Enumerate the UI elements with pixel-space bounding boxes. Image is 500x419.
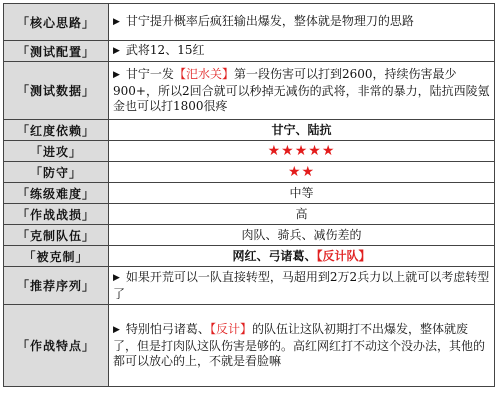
- core-idea-text: 甘宁提升概率后疯狂输出爆发，整体就是物理刀的思路: [125, 13, 414, 28]
- highlight-sishuiguan: 【汜水关】: [173, 67, 234, 81]
- value-counters: 肉队、骑兵、减伤差的: [109, 225, 495, 246]
- attack-stars: ★★★★★: [267, 142, 336, 159]
- value-test-data: [109, 62, 495, 120]
- battle-features-text-a: 特别怕弓诸葛、: [125, 322, 210, 336]
- value-red-dependency: 甘宁、陆抗: [109, 120, 495, 141]
- label-counters: 「克制队伍」: [4, 225, 109, 246]
- value-attack: [109, 141, 495, 162]
- label-recommended-order: 「推荐序列」: [4, 267, 109, 305]
- highlight-fanji: 【反计】: [209, 322, 252, 336]
- recommended-order-text: 如果开荒可以一队直接转型，马超用到2万2兵力以上就可以考虑转型了: [113, 269, 490, 301]
- label-leveling-difficulty: 「练级难度」: [4, 183, 109, 204]
- test-data-text-a: 甘宁一发: [125, 67, 174, 81]
- value-battle-loss: 高: [109, 204, 495, 225]
- triangle-bullet-icon: ▶: [113, 70, 120, 80]
- value-battle-features: [109, 305, 495, 387]
- triangle-bullet-icon: ▶: [113, 45, 120, 56]
- test-data-text-b: 第一段伤害可以打到2600，持续伤害最少900+，所以2回合就可以秒掉无减伤的武将，非常的暴力，陆抗西陵氪金也可以打1800很疼: [113, 67, 490, 113]
- label-battle-features: 「作战特点」: [4, 305, 109, 387]
- countered-by-text: 网红、弓诸葛、: [232, 248, 317, 263]
- battle-features-text-b: 的队伍让这队初期打不出爆发，整体就废了，但是打肉队这队伤害是够的。高红网红打不动这个没办法，其他的都可以放心的上，不就是看脸嘛: [113, 322, 486, 368]
- row-battle-loss: [4, 204, 495, 225]
- value-leveling-difficulty: 中等: [109, 183, 495, 204]
- row-defense: [4, 162, 495, 183]
- label-attack: 「进攻」: [4, 141, 109, 162]
- test-config-text: 武将12、15红: [125, 42, 205, 57]
- row-battle-features: [4, 305, 495, 387]
- label-defense: 「防守」: [4, 162, 109, 183]
- highlight-fanji-team: 【反计队】: [316, 248, 371, 263]
- label-red-dependency: 「红度依赖」: [4, 120, 109, 141]
- row-test-config: [4, 41, 495, 62]
- row-core-idea: [4, 4, 495, 41]
- label-test-data: 「测试数据」: [4, 62, 109, 120]
- value-defense: [109, 162, 495, 183]
- row-recommended-order: [4, 267, 495, 305]
- row-red-dependency: [4, 120, 495, 141]
- triangle-bullet-icon: ▶: [113, 16, 120, 27]
- value-countered-by: [109, 246, 495, 267]
- value-test-config: [109, 41, 495, 62]
- triangle-bullet-icon: ▶: [113, 325, 120, 335]
- defense-stars: ★★: [287, 163, 316, 180]
- row-counters: [4, 225, 495, 246]
- value-recommended-order: [109, 267, 495, 305]
- triangle-bullet-icon: ▶: [113, 272, 120, 283]
- lineup-info-table: [3, 3, 495, 387]
- value-core-idea: [109, 4, 495, 41]
- label-core-idea: 「核心思路」: [4, 4, 109, 41]
- label-battle-loss: 「作战战损」: [4, 204, 109, 225]
- row-leveling-difficulty: [4, 183, 495, 204]
- row-test-data: [4, 62, 495, 120]
- row-countered-by: [4, 246, 495, 267]
- label-countered-by: 「被克制」: [4, 246, 109, 267]
- label-test-config: 「测试配置」: [4, 41, 109, 62]
- row-attack: [4, 141, 495, 162]
